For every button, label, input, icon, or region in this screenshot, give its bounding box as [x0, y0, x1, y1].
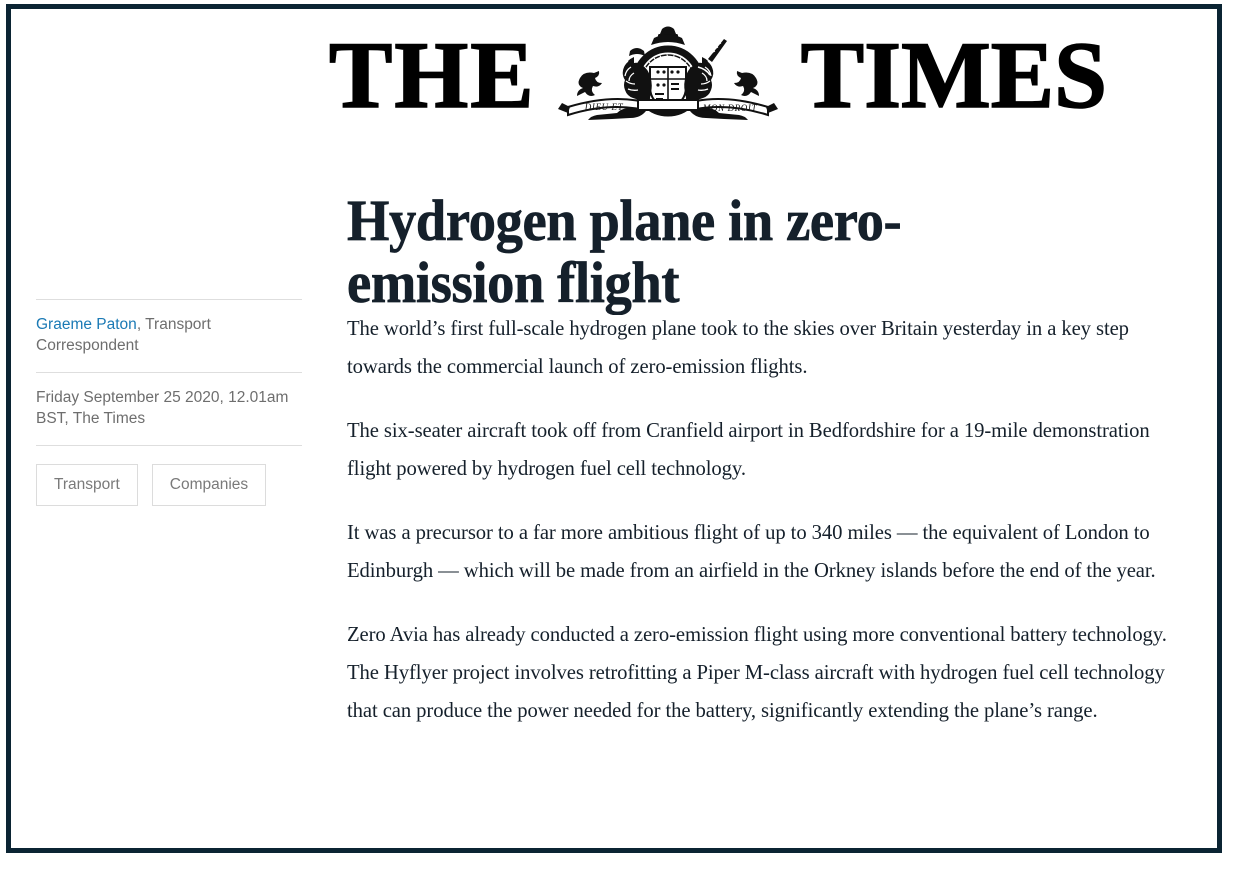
body-paragraph: It was a precursor to a far more ambitious flight of up to 340 miles — the equivalent of London to Edinburgh — which will be made from an airfield in the Orkney islands before the end of the year. — [347, 520, 1156, 582]
article-body — [347, 309, 1205, 729]
masthead-logo[interactable] — [329, 21, 1107, 129]
masthead — [11, 21, 1217, 129]
masthead-word-the: THE — [329, 22, 536, 128]
article-frame — [6, 4, 1222, 853]
masthead-word-times: TIMES — [800, 22, 1107, 128]
tag-companies[interactable]: Companies — [152, 464, 266, 506]
dateline: Friday September 25 2020, 12.01am BST, The Times — [36, 389, 289, 427]
tag-transport[interactable]: Transport — [36, 464, 138, 506]
byline — [36, 300, 304, 372]
page-title: Hydrogen plane in zero-emission flight — [347, 187, 902, 315]
svg-text:MON DROIT: MON DROIT — [703, 103, 758, 113]
body-paragraph: Zero Avia has already conducted a zero-emission flight using more conventional battery technology. The Hyflyer project involves retrofitting a Piper M-class aircraft with hydrogen fuel cell technology that can produce the power needed for the battery, significantly extending the plane’s range. — [347, 622, 1167, 722]
article — [11, 9, 1217, 848]
body-paragraph: The world’s first full-scale hydrogen plane took to the skies over Britain yesterday in a key step towards the commercial launch of zero-emission flights. — [347, 316, 1129, 378]
tag-list — [36, 446, 304, 506]
article-meta-sidebar — [36, 299, 304, 506]
byline-role: , Transport Correspondent — [36, 316, 211, 354]
svg-text:DIEU ET: DIEU ET — [584, 102, 624, 112]
byline-author-link[interactable]: Graeme Paton — [36, 316, 137, 333]
body-paragraph: The six-seater aircraft took off from Cranfield airport in Bedfordshire for a 19-mile demonstration flight powered by hydrogen fuel cell technology. — [347, 418, 1150, 480]
royal-coat-of-arms-crest-icon — [538, 23, 798, 127]
